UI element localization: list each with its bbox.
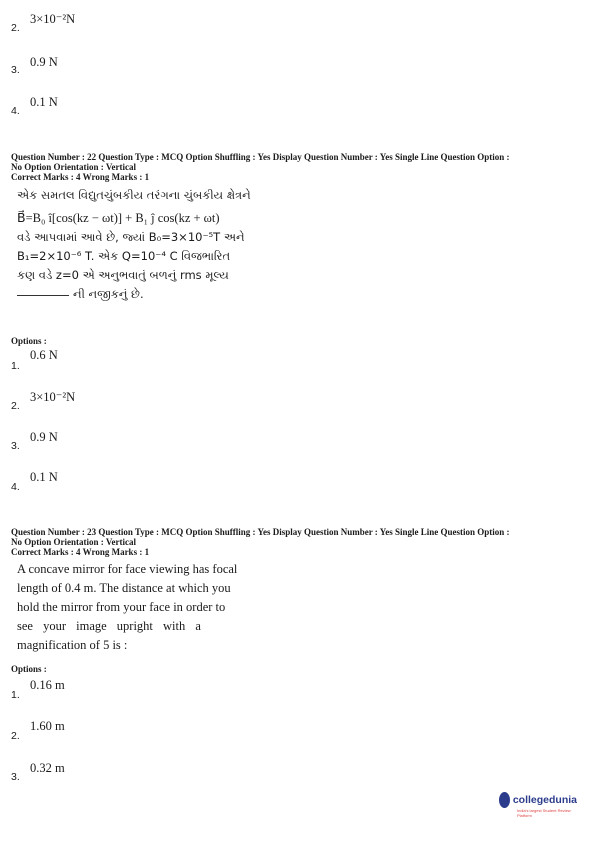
question-meta xyxy=(11,152,591,182)
option-number: 4. xyxy=(11,105,20,117)
option-number: 2. xyxy=(11,730,20,742)
question-line: વડે આપવામાં આવે છે, જ્યાં B₀=3×10⁻⁵T અને xyxy=(17,230,245,244)
option-text: 3×10⁻²N xyxy=(30,390,76,404)
logo-tagline: India's largest Student Review Platform xyxy=(517,808,571,818)
collegedunia-logo xyxy=(499,792,577,828)
marks-line: Correct Marks : 4 Wrong Marks : 1 xyxy=(11,172,150,182)
option-number: 1. xyxy=(11,689,20,701)
question-line: B⃗=B₀ î[cos(kz − ωt)] + B₁ ĵ cos(kz + ωt) xyxy=(17,211,220,225)
option-text: 0.9 N xyxy=(30,55,58,69)
option-number: 4. xyxy=(11,481,20,493)
options-label: Options : xyxy=(11,336,47,346)
question-line: hold the mirror from your face in order to xyxy=(17,600,226,614)
option-number: 3. xyxy=(11,771,20,783)
option-text: 0.1 N xyxy=(30,95,58,109)
question-line: ની નજીકનું છે. xyxy=(73,287,144,301)
question-line: કણ વડે z=0 એ અનુભવાતું બળનું rms મૂલ્ય xyxy=(17,268,229,282)
question-line: એક સમતલ વિદ્યુતચુંબકીય તરંગના ચુંબકીય ક્ષેત્રને xyxy=(17,188,251,202)
question-line: length of 0.4 m. The distance at which you xyxy=(17,581,231,595)
question-line: see your image upright with a xyxy=(17,619,201,633)
meta-line: Question Number : 22 Question Type : MCQ Option Shuffling : Yes Display Question Number : Yes Single Line Question Option : xyxy=(11,152,510,162)
option-text: 0.9 N xyxy=(30,430,58,444)
meta-line: Question Number : 23 Question Type : MCQ Option Shuffling : Yes Display Question Number : Yes Single Line Question Option : xyxy=(11,527,510,537)
option-number: 1. xyxy=(11,360,20,372)
option-number: 2. xyxy=(11,22,20,34)
question-meta xyxy=(11,527,591,557)
option-text: 3×10⁻²N xyxy=(30,12,76,26)
option-text: 0.16 m xyxy=(30,678,65,692)
question-line-blank xyxy=(17,285,297,304)
option-text: 0.6 N xyxy=(30,348,58,362)
logo-name: collegedunia xyxy=(512,794,577,806)
question-line: A concave mirror for face viewing has focal xyxy=(17,562,238,576)
option-text: 0.1 N xyxy=(30,470,58,484)
option-number: 3. xyxy=(11,440,20,452)
question-body xyxy=(17,186,297,304)
answer-blank xyxy=(17,295,69,296)
options-label: Options : xyxy=(11,664,47,674)
logo-mark-icon xyxy=(499,792,510,808)
question-line: B₁=2×10⁻⁶ T. એક Q=10⁻⁴ C વિજભારિત xyxy=(17,249,231,263)
option-number: 3. xyxy=(11,64,20,76)
meta-line: No Option Orientation : Vertical xyxy=(11,162,136,172)
option-text: 1.60 m xyxy=(30,719,65,733)
meta-line: No Option Orientation : Vertical xyxy=(11,537,136,547)
question-line: magnification of 5 is : xyxy=(17,638,128,652)
option-number: 2. xyxy=(11,400,20,412)
option-text: 0.32 m xyxy=(30,761,65,775)
marks-line: Correct Marks : 4 Wrong Marks : 1 xyxy=(11,547,150,557)
question-body xyxy=(17,560,267,655)
